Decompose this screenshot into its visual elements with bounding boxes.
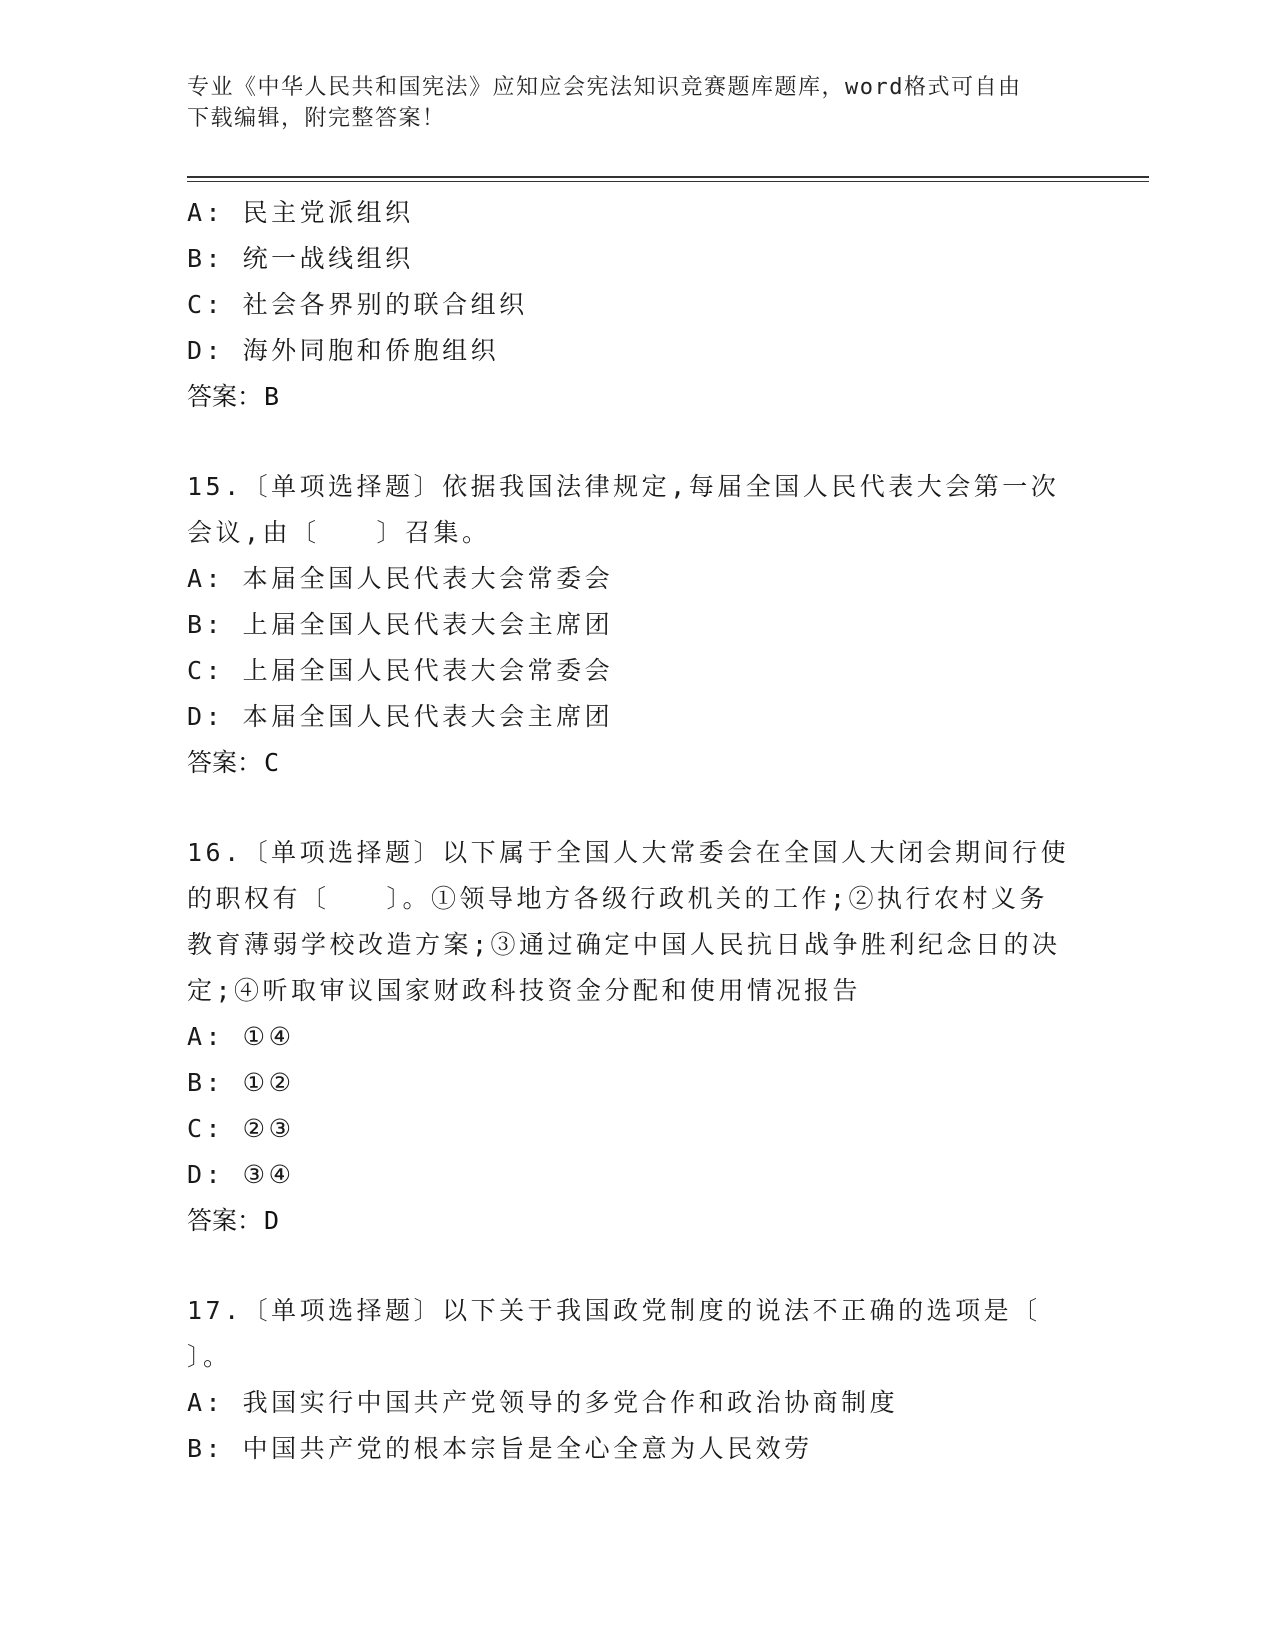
question-16: [187, 830, 1087, 1244]
header-line-1: 专业《中华人民共和国宪法》应知应会宪法知识竞赛题库题库，word格式可自由: [187, 75, 1022, 100]
question-text-line: 17.〔单项选择题〕以下关于我国政党制度的说法不正确的选项是〔: [187, 1296, 1041, 1325]
answer-label: 答案：: [187, 748, 263, 777]
question-text-line: 定;④听取审议国家财政科技资金分配和使用情况报告: [187, 976, 862, 1005]
question-17: [187, 1288, 1087, 1472]
option-d: D: 本届全国人民代表大会主席团: [187, 702, 614, 731]
question-text-line: 会议,由〔 〕召集。: [187, 518, 491, 547]
header-line-2: 下载编辑，附完整答案！: [187, 106, 446, 131]
option-d: D: ③④: [187, 1160, 295, 1189]
header-divider-thin: [187, 181, 1149, 182]
option-a: A: 本届全国人民代表大会常委会: [187, 564, 614, 593]
option-b: B: ①②: [187, 1068, 295, 1097]
answer-value: B: [264, 382, 280, 411]
answer-label: 答案：: [187, 382, 263, 411]
answer: [187, 374, 1087, 420]
question-text-line: 教育薄弱学校改造方案;③通过确定中国人民抗日战争胜利纪念日的决: [187, 930, 1061, 959]
option-c: C: 社会各界别的联合组织: [187, 290, 528, 319]
option-a: A: ①④: [187, 1022, 295, 1051]
question-14: [187, 190, 1087, 420]
option-d: D: 海外同胞和侨胞组织: [187, 336, 500, 365]
document-header: [187, 72, 1087, 134]
answer-value: C: [264, 748, 280, 777]
question-text-line: 15.〔单项选择题〕依据我国法律规定,每届全国人民代表大会第一次: [187, 472, 1060, 501]
option-b: B: 上届全国人民代表大会主席团: [187, 610, 614, 639]
question-15: [187, 464, 1087, 786]
question-text-line: 〕。: [187, 1342, 232, 1371]
answer-label: 答案：: [187, 1206, 263, 1235]
answer-value: D: [264, 1206, 280, 1235]
header-divider: [187, 176, 1149, 178]
option-b: B: 中国共产党的根本宗旨是全心全意为人民效劳: [187, 1434, 813, 1463]
option-c: C: ②③: [187, 1114, 295, 1143]
question-text-line: 16.〔单项选择题〕以下属于全国人大常委会在全国人大闭会期间行使: [187, 838, 1070, 867]
answer: [187, 740, 1087, 786]
question-list: [187, 190, 1087, 1472]
option-b: B: 统一战线组织: [187, 244, 414, 273]
answer: [187, 1198, 1087, 1244]
option-a: A: 我国实行中国共产党领导的多党合作和政治协商制度: [187, 1388, 899, 1417]
option-c: C: 上届全国人民代表大会常委会: [187, 656, 614, 685]
question-text-line: 的职权有〔 〕。①领导地方各级行政机关的工作;②执行农村义务: [187, 884, 1049, 913]
option-a: A: 民主党派组织: [187, 198, 414, 227]
